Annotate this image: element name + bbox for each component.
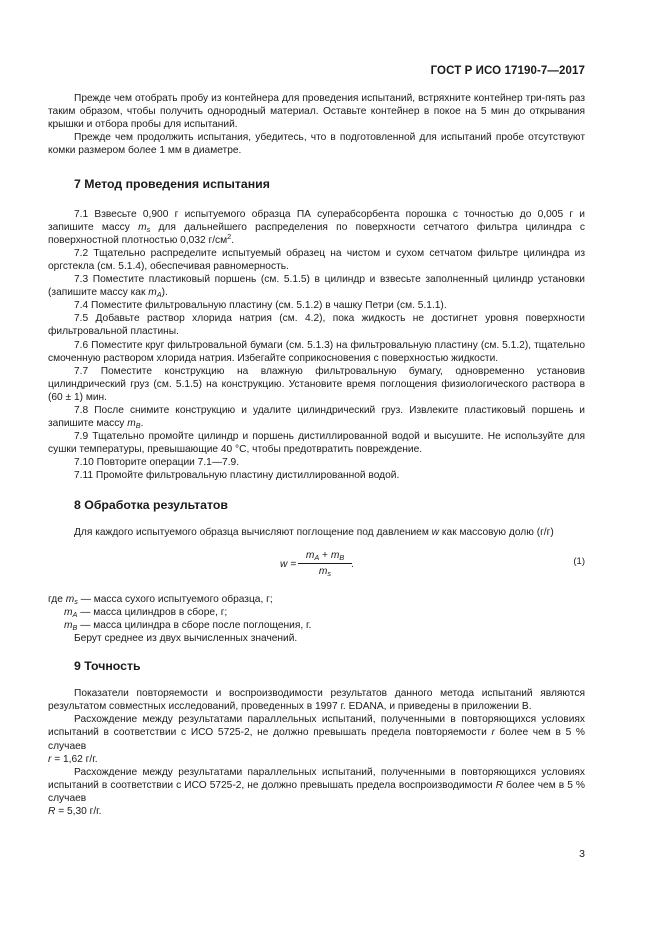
page-content — [48, 92, 585, 818]
formula-numerator: $m_A + m_B$ — [298, 549, 352, 564]
section-9-paragraph-2: Расхождение между результатами параллельных испытаний, полученными в повторяющихся условиях испытаний в соответствии с ИСО 5725-2, не должно превышать предела повторяемости r более чем в 5 % случаев — [48, 714, 585, 752]
where-line-1: где $m_s$ — масса сухого испытуемого образца, г; — [48, 593, 273, 606]
clause-7-8: 7.8 После снимите конструкцию и удалите цилиндрический груз. Извлеките пластиковый поршень и запишите массу $m_B$. — [48, 404, 585, 431]
equation-number: (1) — [573, 555, 585, 567]
clause-7-4: 7.4 Поместите фильтровальную пластину (см. 5.1.2) в чашку Петри (см. 5.1.1). — [74, 300, 447, 312]
reproducibility-value: R = 5,30 г/г. — [48, 806, 102, 818]
clause-7-7: 7.7 Поместите конструкцию на влажную фильтровальную бумагу, одновременно установив цилиндрический груз (см. 5.1.5) на конструкцию. Установите время поглощения физиологического раствора в (60 ± 1) мин. — [48, 365, 585, 403]
clause-7-9: 7.9 Тщательно промойте цилиндр и поршень дистиллированной водой и высушите. Не используйте для сушки температуры, превышающие 40 °С, чтобы предотвратить повреждение. — [48, 431, 585, 456]
section-9-title: 9 Точность — [74, 659, 141, 674]
section-7-title: 7 Метод проведения испытания — [74, 177, 270, 192]
page-number: 3 — [579, 848, 585, 860]
formula-fraction — [298, 549, 352, 578]
repeatability-value: r = 1,62 г/г. — [48, 753, 98, 765]
section-8-intro: Для каждого испытуемого образца вычисляют поглощение под давлением w как массовую долю (г/г) — [74, 526, 554, 538]
clause-7-2: 7.2 Тщательно распределите испытуемый образец на чистом и сухом сетчатом фильтре цилиндра из оргстекла (см. 5.1.4), обеспечивая равномерность. — [48, 247, 585, 272]
formula-lhs: w = — [280, 558, 297, 570]
section-9-paragraph-3: Расхождение между результатами параллельных испытаний, полученными в повторяющихся условиях испытаний в соответствии с ИСО 5725-2, не должно превышать предела воспроизводимости R более чем в 5 % случаев — [48, 766, 585, 804]
formula-1 — [48, 549, 585, 587]
where-line-3: $m_B$ — масса цилиндра в сборе после поглощения, г. — [64, 619, 312, 632]
clause-7-11: 7.11 Промойте фильтровальную пластину дистиллированной водой. — [74, 470, 400, 482]
formula-denominator: $m_s$ — [318, 565, 332, 578]
intro-paragraph-1: Прежде чем отобрать пробу из контейнера для проведения испытаний, встряхните контейнер три-пять раз таким образом, чтобы получить однородный материал. Оставьте контейнер в покое на 5 мин до открывания крышки и отбора пробы для испытаний. — [48, 93, 585, 131]
intro-paragraph-2: Прежде чем продолжить испытания, убедитесь, что в подготовленной для испытаний пробе отсутствуют комки размером более 1 мм в диаметре. — [48, 132, 585, 157]
section-9-paragraph-1: Показатели повторяемости и воспроизводимости результатов данного метода испытаний являются результатом совместных исследований, проведенных в 1997 г. EDANA, и приведены в приложении В. — [48, 688, 585, 713]
document-code-header: ГОСТ Р ИСО 17190-7—2017 — [430, 65, 585, 77]
clause-7-3: 7.3 Поместите пластиковый поршень (см. 5.1.5) в цилиндр и взвесьте заполненный цилиндр установки (запишите массу как $m_A$). — [48, 274, 585, 300]
clause-7-5: 7.5 Добавьте раствор хлорида натрия (см. 4.2), пока жидкость не достигнет уровня поверхности фильтровальной пластины. — [48, 313, 585, 338]
formula-tail: . — [351, 558, 354, 570]
where-line-2: $m_A$ — масса цилиндров в сборе, г; — [64, 606, 228, 619]
average-note: Берут среднее из двух вычисленных значений. — [74, 633, 298, 644]
clause-7-10: 7.10 Повторите операции 7.1—7.9. — [74, 457, 240, 469]
clause-7-6: 7.6 Поместите круг фильтровальной бумаги (см. 5.1.3) на фильтровальную пластину (см. 5.1.2), тщательно смоченную раствором хлорида натрия. Избегайте соприкосновения с поверхностью жидкости. — [48, 339, 585, 364]
section-8-title: 8 Обработка результатов — [74, 497, 228, 512]
clause-7-1: 7.1 Взвесьте 0,900 г испытуемого образца ПА суперабсорбента порошка с точностью до 0,005 г и запишите массу $m_s$ для дальнейшего распределения по поверхности сетчатого фильтра цилиндра с поверхностной плотностью 0,032 $г/см^2$. — [48, 208, 585, 246]
